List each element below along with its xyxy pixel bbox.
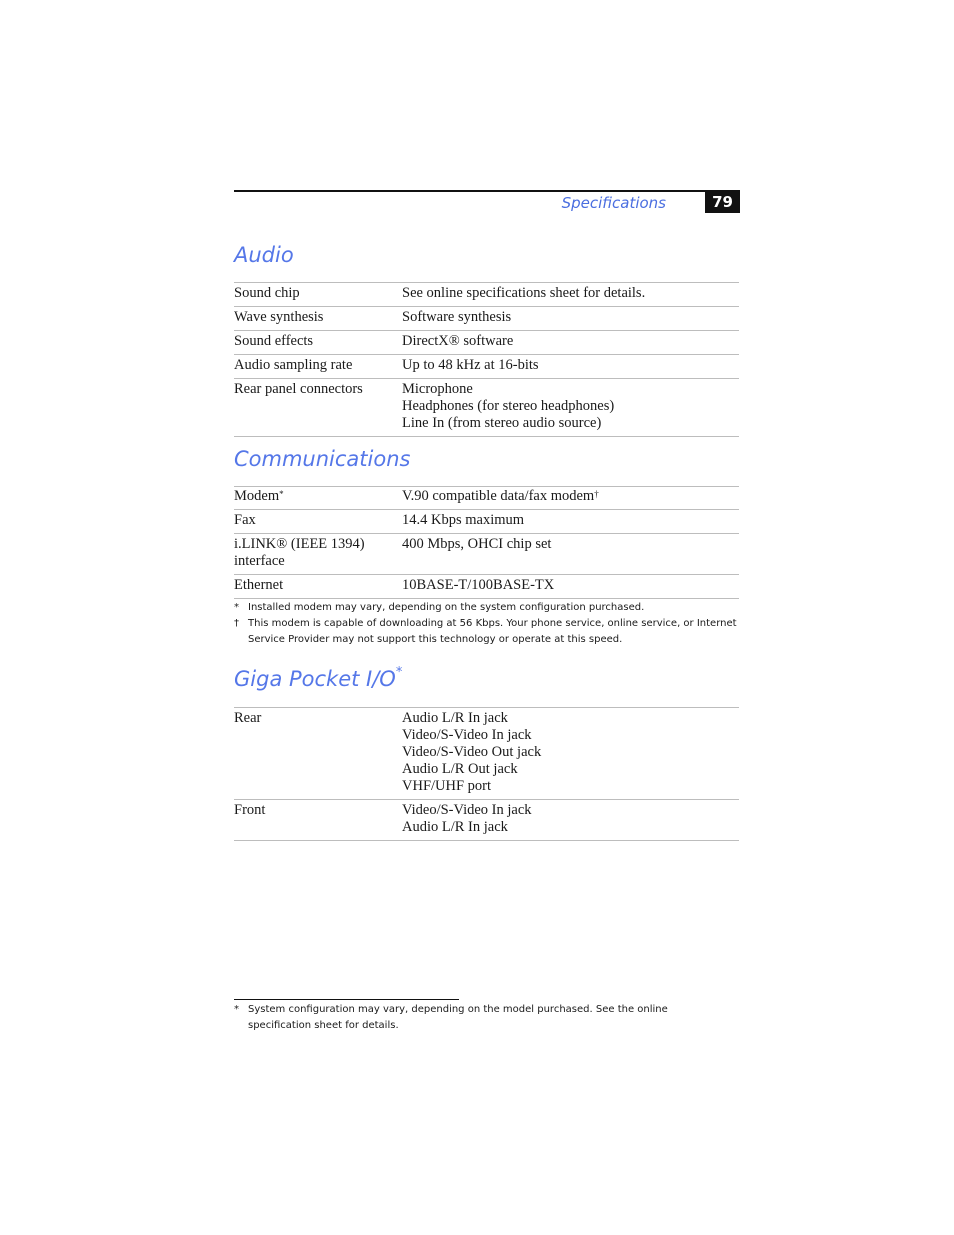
row-value [402,357,739,374]
row-value [402,536,739,570]
row-label: Rear panel connectors [234,381,363,397]
row-label-line: interface [234,553,285,569]
giga-pocket-heading [234,667,402,691]
row-value [402,285,739,302]
audio-table [234,282,739,437]
audio-heading: Audio [234,243,294,267]
value-line: 400 Mbps, OHCI chip set [402,536,552,552]
footnote [234,1002,709,1034]
table-row [234,574,739,599]
value-line: Software synthesis [402,309,512,325]
row-label-text: Modem [234,488,280,504]
value-line: Audio L/R In jack [402,710,508,726]
page-number: 79 [705,192,740,213]
table-row [234,378,739,437]
value-line: Audio L/R Out jack [402,761,518,777]
running-header: Specifications [561,194,666,212]
value-line: Microphone [402,381,473,397]
communications-table [234,486,739,599]
table-row [234,330,739,354]
communications-heading: Communications [234,447,411,471]
footnote-rule [234,999,459,1000]
value-line: Headphones (for stereo headphones) [402,398,615,414]
value-line: Video/S-Video In jack [402,802,532,818]
value-line: DirectX® software [402,333,514,349]
row-label [234,536,402,570]
row-label: Audio sampling rate [234,357,353,373]
footnote-text: This modem is capable of downloading at 56 Kbps. Your phone service, online service, or Internet Service Provider may not support this technology or operate at this speed. [248,618,737,645]
table-row [234,509,739,533]
row-value [402,512,739,529]
table-row [234,486,739,509]
value-line: Audio L/R In jack [402,819,508,835]
value-line: VHF/UHF port [402,778,492,794]
row-label: Ethernet [234,577,284,593]
footnote-mark: * [234,1004,239,1015]
footnote-text: Installed modem may vary, depending on the system configuration purchased. [248,602,645,613]
row-label: Fax [234,512,256,528]
value-line: 10BASE-T/100BASE-TX [402,577,555,593]
footnote-marker: * [279,489,284,499]
value-line: Video/S-Video Out jack [402,744,542,760]
row-value [402,577,739,594]
giga-pocket-title: Giga Pocket I/O [234,667,396,691]
row-value [402,333,739,350]
table-row [234,533,739,574]
footnote-marker: † [594,489,599,499]
footnote [234,616,744,648]
page-footnote [234,1002,709,1034]
row-value [402,710,739,795]
row-value [402,381,739,432]
row-value [402,488,739,505]
row-label: Front [234,802,266,818]
value-line: Up to 48 kHz at 16-bits [402,357,539,373]
communications-footnotes [234,600,744,648]
value-line: See online specifications sheet for details. [402,285,646,301]
value-line: Line In (from stereo audio source) [402,415,602,431]
row-label: Rear [234,710,262,726]
table-row [234,282,739,306]
table-row [234,799,739,841]
row-label: Sound chip [234,285,300,301]
table-row [234,354,739,378]
row-label: Wave synthesis [234,309,324,325]
value-line: Video/S-Video In jack [402,727,532,743]
footnote [234,600,744,616]
row-label [234,488,402,505]
table-row [234,306,739,330]
table-row [234,707,739,799]
row-label-line: i.LINK® (IEEE 1394) [234,536,365,552]
value-line: V.90 compatible data/fax modem [402,488,595,504]
footnote-text: System configuration may vary, depending on the model purchased. See the online specification sheet for details. [248,1004,668,1031]
row-label: Sound effects [234,333,314,349]
value-line: 14.4 Kbps maximum [402,512,525,528]
giga-pocket-table [234,707,739,841]
footnote-mark: * [234,602,239,613]
row-value [402,309,739,326]
row-value [402,802,739,836]
header-rule [234,190,740,192]
footnote-marker: * [395,665,403,680]
footnote-mark: † [234,618,239,629]
